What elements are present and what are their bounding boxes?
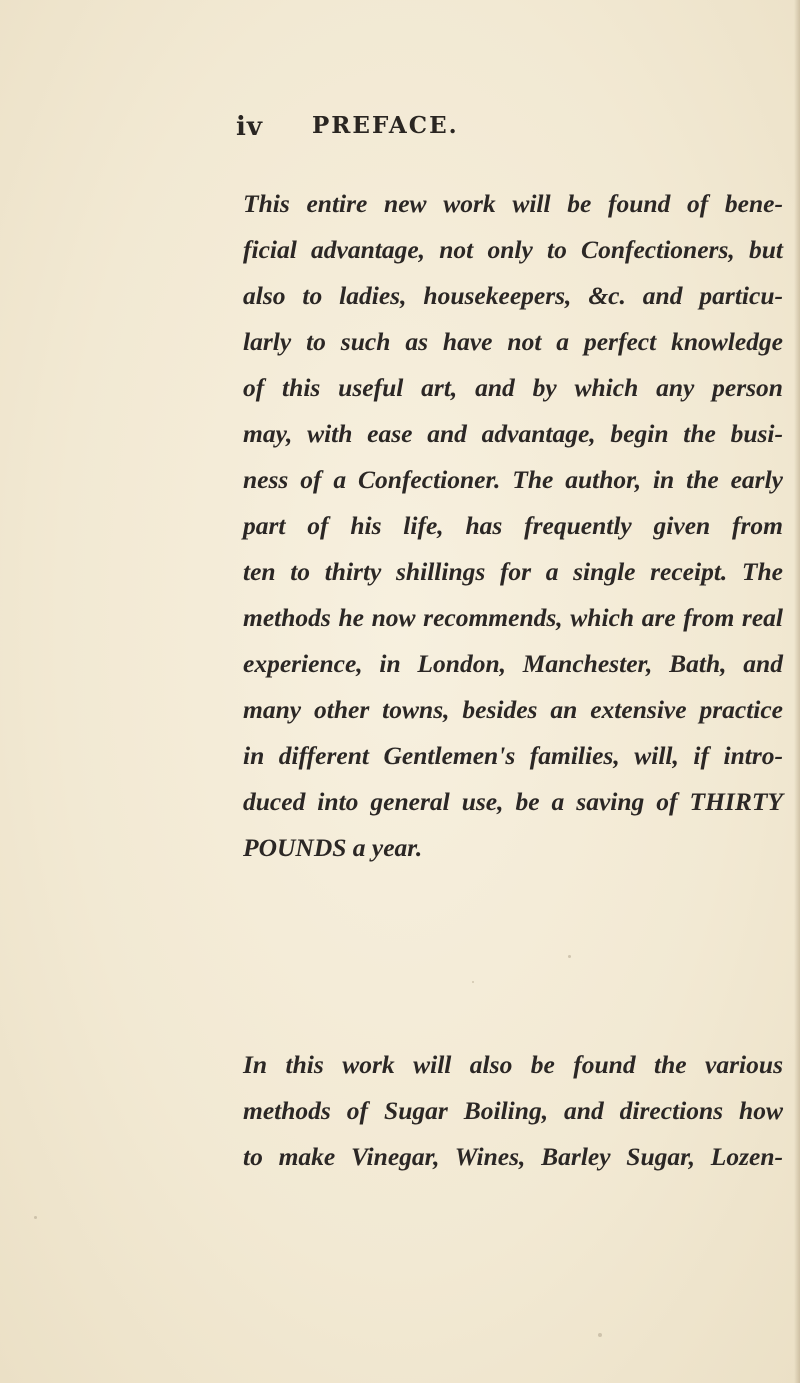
text-line: methods of Sugar Boiling, and directions how (243, 1096, 783, 1125)
paper-speck (598, 1333, 602, 1337)
text-line: may, with ease and advantage, begin the busi- (243, 419, 783, 448)
text-line: This entire new work will be found of bene- (243, 189, 783, 218)
text-line: experience, in London, Manchester, Bath, and (243, 649, 783, 678)
text-line: duced into general use, be a saving of THIRTY (243, 787, 783, 816)
text-line: to make Vinegar, Wines, Barley Sugar, Lozen- (243, 1142, 783, 1171)
text-line: methods he now recommends, which are from real (243, 603, 783, 632)
text-line: part of his life, has frequently given from (243, 511, 783, 540)
preface-paragraph-2 (243, 1042, 783, 1180)
text-line: In this work will also be found the various (243, 1050, 783, 1079)
text-line: also to ladies, housekeepers, &c. and particu- (243, 281, 783, 310)
text-line: ten to thirty shillings for a single receipt. The (243, 557, 783, 586)
paper-speck (472, 981, 474, 983)
page-edge-shadow (794, 0, 800, 1383)
text-line: ness of a Confectioner. The author, in the early (243, 465, 783, 494)
page-number: iv (236, 112, 263, 142)
running-head: PREFACE. (312, 112, 459, 139)
text-line: in different Gentlemen's families, will, if intro- (243, 741, 783, 770)
text-line: of this useful art, and by which any person (243, 373, 783, 402)
text-line: POUNDS a year. (243, 833, 423, 862)
paper-speck (568, 955, 571, 958)
text-line: many other towns, besides an extensive practice (243, 695, 783, 724)
preface-paragraph-1 (243, 181, 783, 871)
paper-speck (34, 1216, 37, 1219)
text-line: larly to such as have not a perfect knowledge (243, 327, 783, 356)
text-line: ficial advantage, not only to Confectioners, but (243, 235, 783, 264)
